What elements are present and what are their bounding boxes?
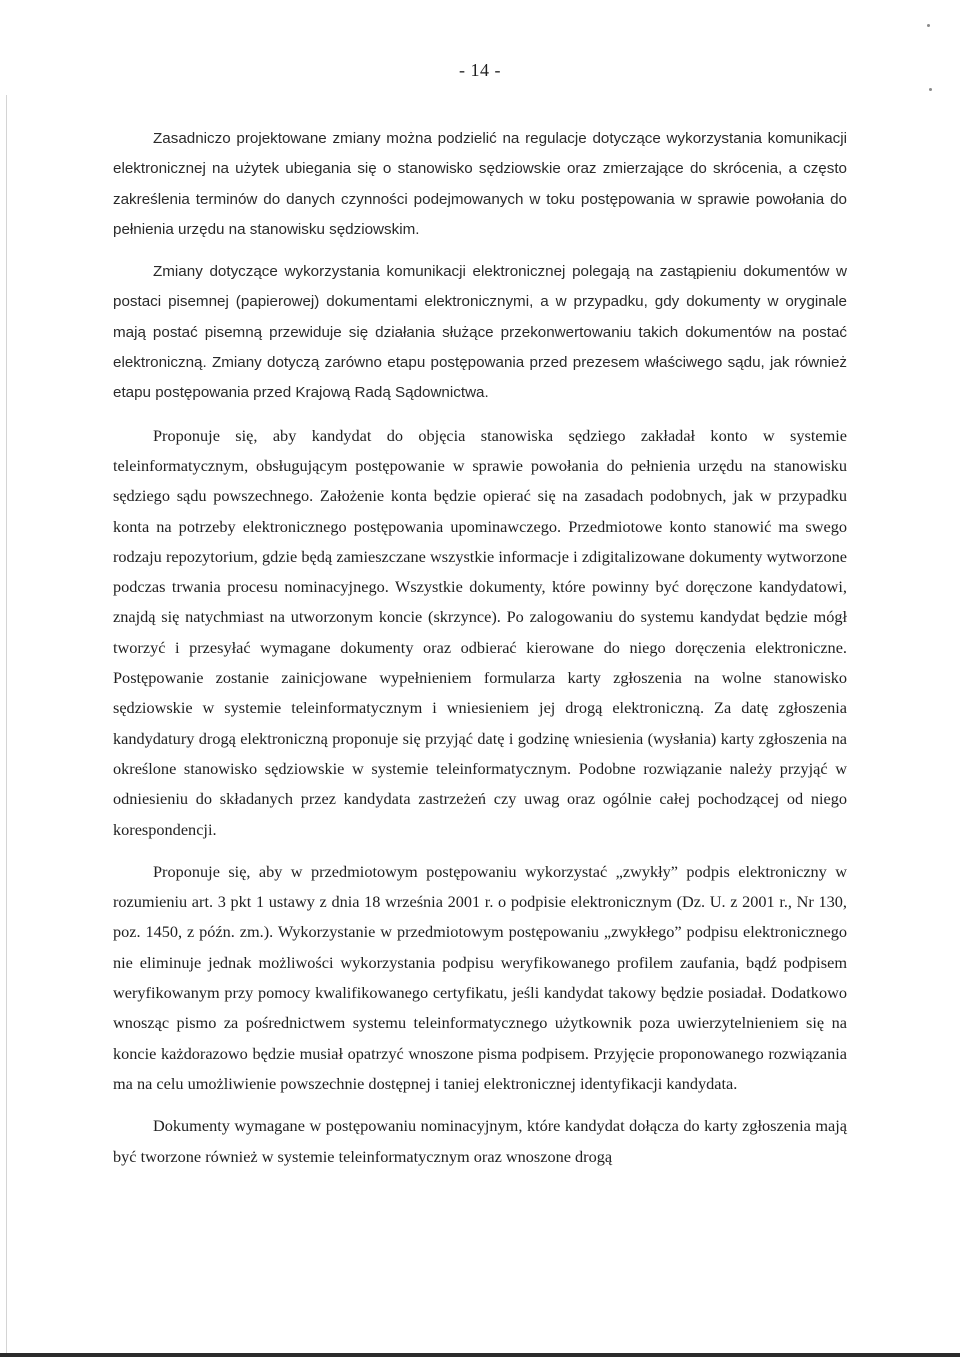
paragraph-3: Proponuje się, aby kandydat do objęcia stanowiska sędziego zakładał konto w systemie teleinformatycznym, obsługującym postępowanie w sprawie powołania do pełnienia urzędu na stanowisku sędziego sądu powszechnego. Założenie konta będzie opierać się na zasadach podobnych, jak w przypadku konta na potrzeby elektronicznego postępowania upominawczego. Przedmiotowe konto stanowić ma swego rodzaju repozytorium, gdzie będą zamieszczane wszystkie informacje i zdigitalizowane dokumenty wytworzone podczas trwania procesu nominacyjnego. Wszystkie dokumenty, które powinny być doręczone kandydatowi, znajdą się natychmiast na utworzonym koncie (skrzynce). Po zalogowaniu do systemu kandydat będzie mógł tworzyć i przesyłać wymagane dokumenty oraz odbierać kierowane do niego doręczenia elektroniczne. Postępowanie zostanie zainicjowane wypełnieniem formularza karty zgłoszenia na wolne stanowisko sędziowskie w systemie teleinformatycznym i wniesieniem jej drogą elektroniczną. Za datę zgłoszenia kandydatury drogą elektroniczną proponuje się przyjąć datę i godzinę wniesienia (wysłania) karty zgłoszenia na określone stanowisko sędziowskie w systemie teleinformatycznym. Podobne rozwiązanie należy przyjąć w odniesieniu do składanych przez kandydata zastrzeżeń czy uwag oraz ogólnie całej pochodzącej od niego korespondencji. bbox=[113, 425, 847, 839]
document-body bbox=[113, 124, 847, 1172]
scan-bottom-edge bbox=[0, 1353, 960, 1357]
paragraph-2: Zmiany dotyczące wykorzystania komunikacji elektronicznej polegają na zastąpieniu dokumentów w postaci pisemnej (papierowej) dokumentami elektronicznymi, a w przypadku, gdy dokumenty w oryginale mają postać pisemną przewiduje się działania służące przekonwertowaniu takich dokumentów na postać elektroniczną. Zmiany dotyczą zarówno etapu postępowania przed prezesem właściwego sądu, jak również etapu postępowania przed Krajową Radą Sądownictwa. bbox=[113, 263, 847, 402]
scan-speck bbox=[927, 24, 930, 27]
paragraph-5: Dokumenty wymagane w postępowaniu nominacyjnym, które kandydat dołącza do karty zgłoszenia mają być tworzone również w systemie teleinformatycznym oraz wnoszone drogą bbox=[113, 1116, 847, 1166]
scan-edge-line bbox=[6, 95, 7, 1357]
paragraph-1: Zasadniczo projektowane zmiany można podzielić na regulacje dotyczące wykorzystania komunikacji elektronicznej na użytek ubiegania się o stanowisko sędziowskie oraz zmierzające do skrócenia, a często zakreślenia terminów do danych czynności podejmowanych w toku postępowania w sprawie powołania do pełnienia urzędu na stanowisku sędziowskim. bbox=[113, 130, 847, 238]
paragraph-4: Proponuje się, aby w przedmiotowym postępowaniu wykorzystać „zwykły” podpis elektroniczny w rozumieniu art. 3 pkt 1 ustawy z dnia 18 września 2001 r. o podpisie elektronicznym (Dz. U. z 2001 r., Nr 130, poz. 1450, z późn. zm.). Wykorzystanie w przedmiotowym postępowaniu „zwykłego” podpisu elektronicznego nie eliminuje jednak możliwości wykorzystania podpisu weryfikowanego profilem zaufania, bądź podpisem weryfikowanym przy pomocy kwalifikowanego certyfikatu, jeśli kandydat takowy będzie posiadał. Dodatkowo wnosząc pismo za pośrednictwem systemu teleinformatycznego użytkownik poza uwierzytelnieniem się na koncie każdorazowo będzie musiał opatrzyć wnoszone pisma podpisem. Przyjęcie proponowanego rozwiązania ma na celu umożliwienie powszechnie dostępnej i taniej elektronicznej identyfikacji kandydata. bbox=[113, 861, 847, 1093]
scan-speck bbox=[929, 88, 932, 91]
page-number: - 14 - bbox=[459, 60, 501, 80]
